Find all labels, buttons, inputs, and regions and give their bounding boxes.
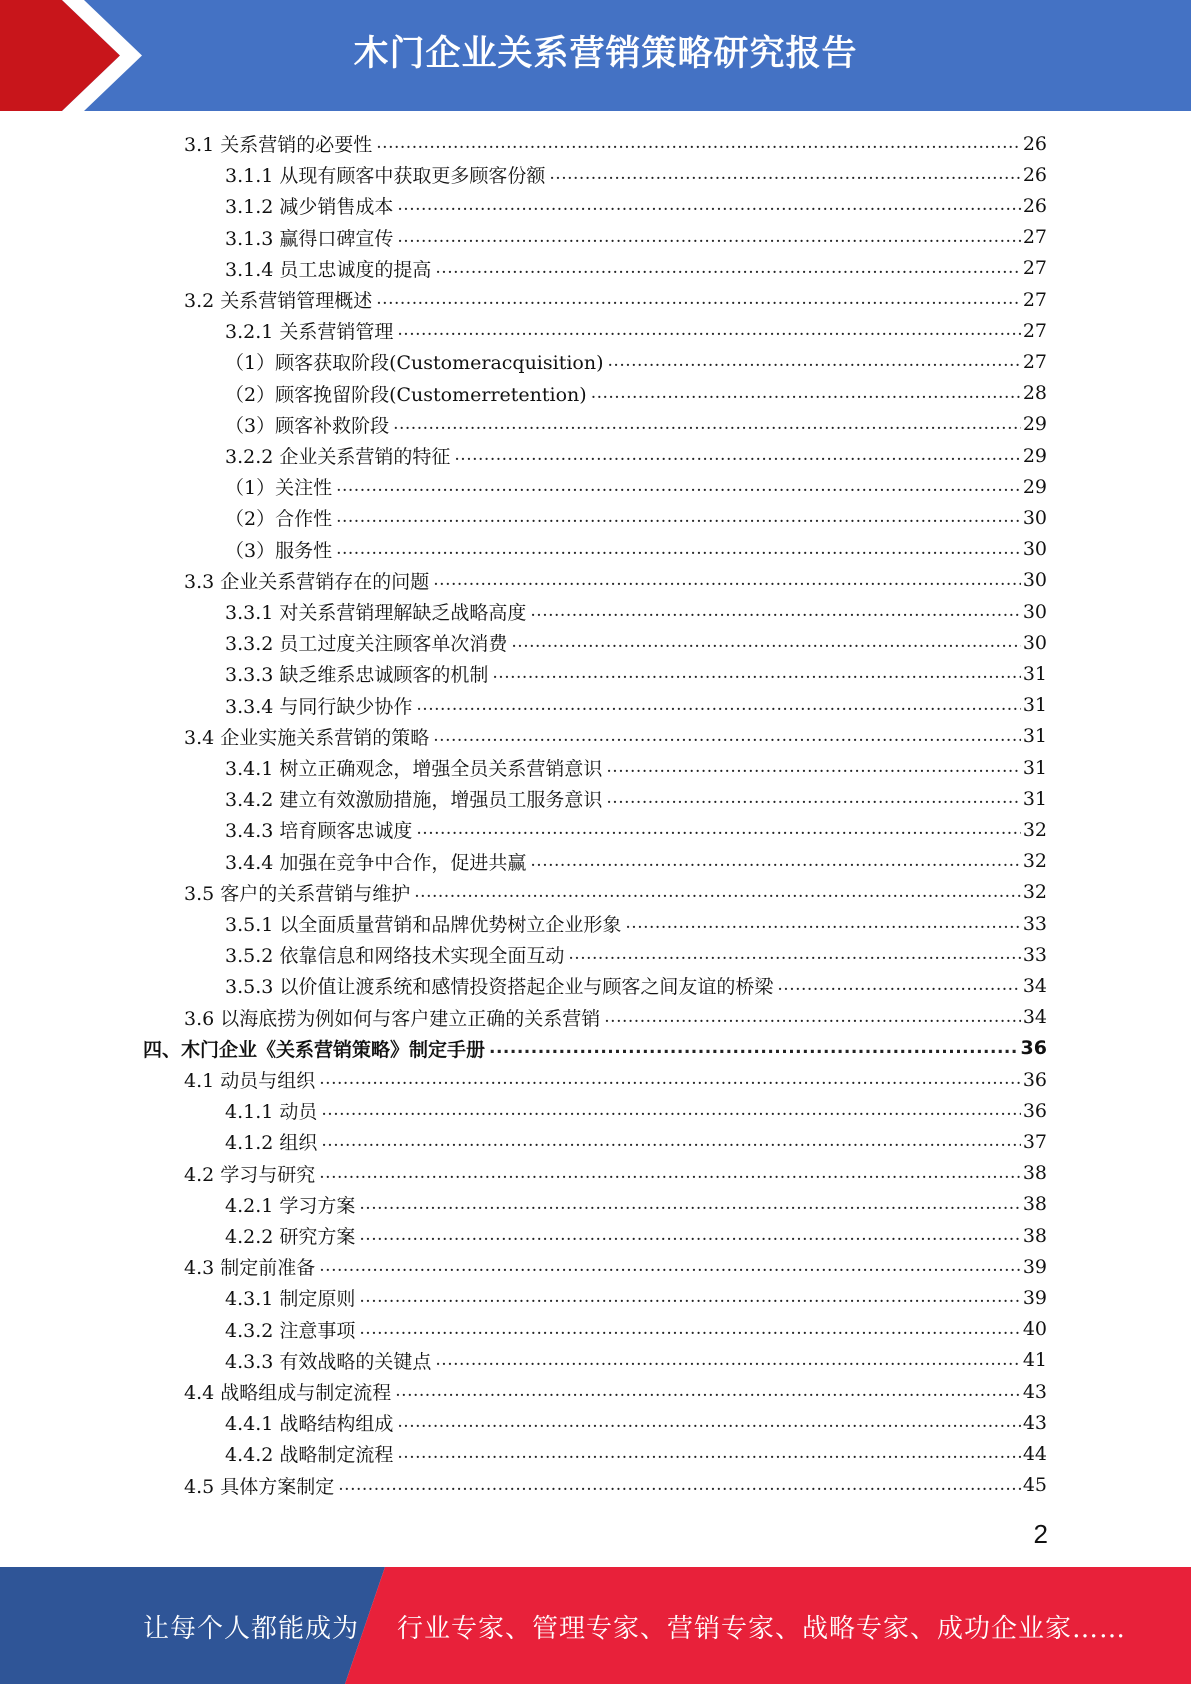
toc-leader-dots bbox=[777, 970, 1020, 1001]
toc-leader-dots bbox=[608, 346, 1021, 377]
toc-entry-label: 4.2.1 学习方案 bbox=[225, 1194, 356, 1217]
toc-entry-page: 44 bbox=[1022, 1442, 1047, 1465]
toc-entry-page: 30 bbox=[1022, 569, 1047, 592]
toc-leader-dots bbox=[397, 1407, 1020, 1438]
toc-entry-page: 26 bbox=[1022, 163, 1047, 186]
toc-entry-label: 3.5 客户的关系营销与维护 bbox=[184, 882, 411, 905]
toc-entry-label: 3.6 以海底捞为例如何与客户建立正确的关系营销 bbox=[184, 1007, 601, 1030]
toc-entry-page: 30 bbox=[1022, 600, 1047, 623]
toc-leader-dots bbox=[511, 627, 1020, 658]
toc-entry-label: 4.4.2 战略制定流程 bbox=[225, 1444, 394, 1467]
toc-entry-page: 32 bbox=[1022, 850, 1047, 873]
toc-leader-dots bbox=[414, 877, 1021, 908]
toc-entry-label: （2）顾客挽留阶段(Customerretention) bbox=[225, 383, 587, 406]
toc-entry-label: 4.2.2 研究方案 bbox=[225, 1226, 356, 1248]
toc-entry-label: 3.1.3 赢得口碑宣传 bbox=[225, 227, 394, 250]
toc-leader-dots bbox=[319, 1158, 1021, 1189]
toc-entry-page: 32 bbox=[1022, 818, 1047, 841]
toc-entry-page: 27 bbox=[1022, 319, 1047, 342]
toc-leader-dots bbox=[397, 315, 1020, 346]
toc-entry[interactable] bbox=[225, 346, 1047, 377]
toc-entry[interactable] bbox=[225, 970, 1047, 1001]
toc-entry-page: 31 bbox=[1022, 725, 1047, 748]
toc-entry-page: 38 bbox=[1022, 1224, 1047, 1247]
toc-entry[interactable] bbox=[225, 814, 1047, 845]
toc-entry[interactable] bbox=[225, 471, 1047, 502]
toc-entry[interactable] bbox=[225, 939, 1047, 970]
toc-entry[interactable] bbox=[184, 1002, 1047, 1033]
page-number: 2 bbox=[1033, 1519, 1048, 1549]
toc-entry[interactable] bbox=[225, 253, 1047, 284]
toc-entry[interactable] bbox=[225, 534, 1047, 565]
toc-entry-page: 30 bbox=[1022, 506, 1047, 529]
toc-entry-page: 27 bbox=[1022, 288, 1047, 311]
toc-entry-label: 3.1 关系营销的必要性 bbox=[184, 134, 373, 156]
toc-entry[interactable] bbox=[225, 440, 1047, 471]
toc-leader-dots bbox=[604, 1002, 1021, 1033]
toc-entry[interactable] bbox=[225, 627, 1047, 658]
toc-leader-dots bbox=[319, 1064, 1021, 1095]
toc-entry-page: 37 bbox=[1022, 1130, 1047, 1153]
toc-entry-label: 3.5.3 以价值让渡系统和感情投资搭起企业与顾客之间友谊的桥梁 bbox=[225, 976, 774, 999]
toc-entry-label: （1）关注性 bbox=[225, 477, 333, 500]
toc-entry-label: 3.3.2 员工过度关注顾客单次消费 bbox=[225, 633, 508, 656]
footer-slogan-right: 行业专家、管理专家、营销专家、战略专家、成功企业家…… bbox=[397, 1614, 1127, 1644]
toc-leader-dots bbox=[376, 284, 1021, 315]
toc-leader-dots bbox=[433, 565, 1021, 596]
toc-leader-dots bbox=[489, 1033, 1019, 1064]
toc-leader-dots bbox=[393, 409, 1021, 440]
toc-entry-page: 41 bbox=[1022, 1349, 1047, 1372]
toc-leader-dots bbox=[359, 1220, 1020, 1251]
toc-entry-label: 4.1.1 动员 bbox=[225, 1101, 318, 1124]
toc-entry-page: 36 bbox=[1022, 1068, 1047, 1091]
toc-entry[interactable] bbox=[184, 1376, 1047, 1407]
toc-leader-dots bbox=[530, 596, 1020, 627]
toc-entry-page: 34 bbox=[1022, 1006, 1047, 1029]
toc-leader-dots bbox=[416, 690, 1020, 721]
toc-entry-label: 4.4.1 战略结构组成 bbox=[225, 1413, 394, 1436]
toc-entry-page: 31 bbox=[1022, 787, 1047, 810]
toc-entry[interactable] bbox=[225, 1220, 1047, 1251]
toc-entry-label: （1）顾客获取阶段(Customeracquisition) bbox=[225, 352, 604, 375]
toc-entry[interactable] bbox=[225, 190, 1047, 221]
toc-entry[interactable] bbox=[225, 846, 1047, 877]
toc-entry-page: 31 bbox=[1022, 662, 1047, 685]
toc-leader-dots bbox=[416, 814, 1020, 845]
toc-entry[interactable] bbox=[184, 1470, 1047, 1501]
toc-leader-dots bbox=[435, 1345, 1020, 1376]
toc-entry[interactable] bbox=[143, 1033, 1047, 1064]
toc-leader-dots bbox=[435, 253, 1020, 284]
toc-leader-dots bbox=[530, 846, 1020, 877]
toc-entry-label: （3）顾客补救阶段 bbox=[225, 414, 390, 437]
toc-leader-dots bbox=[336, 534, 1021, 565]
toc-entry[interactable] bbox=[225, 1095, 1047, 1126]
toc-leader-dots bbox=[492, 658, 1020, 689]
toc-entry-page: 39 bbox=[1022, 1286, 1047, 1309]
toc-leader-dots bbox=[376, 128, 1021, 159]
toc-entry[interactable] bbox=[225, 908, 1047, 939]
page-header bbox=[0, 0, 1191, 111]
toc-leader-dots bbox=[319, 1251, 1021, 1282]
toc-entry[interactable] bbox=[225, 1282, 1047, 1313]
toc-entry[interactable] bbox=[184, 1251, 1047, 1282]
toc-entry[interactable] bbox=[225, 159, 1047, 190]
toc-entry-page: 30 bbox=[1022, 538, 1047, 561]
toc-entry-label: 3.4 企业实施关系营销的策略 bbox=[184, 726, 430, 749]
toc-entry-label: 3.3 企业关系营销存在的问题 bbox=[184, 570, 430, 593]
toc-entry-label: 3.4.4 加强在竞争中合作，促进共赢 bbox=[225, 851, 527, 874]
toc-entry[interactable] bbox=[184, 284, 1047, 315]
toc-entry-label: 4.2 学习与研究 bbox=[184, 1163, 316, 1186]
toc-entry[interactable] bbox=[184, 1158, 1047, 1189]
toc-entry-page: 27 bbox=[1022, 350, 1047, 373]
toc-entry-page: 30 bbox=[1022, 631, 1047, 654]
toc-leader-dots bbox=[454, 440, 1020, 471]
toc-entry[interactable] bbox=[225, 690, 1047, 721]
toc-entry[interactable] bbox=[225, 1189, 1047, 1220]
toc-entry-page: 43 bbox=[1022, 1411, 1047, 1434]
toc-leader-dots bbox=[549, 159, 1020, 190]
toc-entry-label: 3.3.1 对关系营销理解缺乏战略高度 bbox=[225, 602, 527, 624]
toc-entry-page: 40 bbox=[1022, 1318, 1047, 1341]
toc-entry-label: 3.3.3 缺乏维系忠诚顾客的机制 bbox=[225, 664, 489, 687]
toc-entry-label: 4.3.3 有效战略的关键点 bbox=[225, 1350, 432, 1373]
toc-leader-dots bbox=[336, 502, 1021, 533]
toc-entry-label: （3）服务性 bbox=[225, 539, 333, 562]
toc-entry[interactable] bbox=[225, 1438, 1047, 1469]
toc-entry-label: 3.1.4 员工忠诚度的提高 bbox=[225, 258, 432, 281]
toc-leader-dots bbox=[338, 1470, 1021, 1501]
toc-entry-page: 33 bbox=[1022, 912, 1047, 935]
toc-entry-page: 29 bbox=[1022, 475, 1047, 498]
toc-entry[interactable] bbox=[225, 783, 1047, 814]
toc-entry[interactable] bbox=[225, 222, 1047, 253]
footer-slogan-left: 让每个人都能成为 bbox=[143, 1614, 360, 1644]
toc-entry-page: 29 bbox=[1022, 413, 1047, 436]
toc-entry-label: 4.3.1 制定原则 bbox=[225, 1288, 356, 1311]
toc-entry[interactable] bbox=[225, 658, 1047, 689]
toc-leader-dots bbox=[606, 783, 1020, 814]
toc-leader-dots bbox=[359, 1314, 1020, 1345]
toc-entry-page: 27 bbox=[1022, 257, 1047, 280]
toc-entry[interactable] bbox=[225, 315, 1047, 346]
toc-entry[interactable] bbox=[184, 721, 1047, 752]
toc-entry-label: 4.3 制定前准备 bbox=[184, 1257, 316, 1280]
toc-entry-page: 43 bbox=[1022, 1380, 1047, 1403]
toc-entry-page: 26 bbox=[1022, 194, 1047, 217]
toc-entry-label: 3.4.2 建立有效激励措施，增强员工服务意识 bbox=[225, 789, 603, 812]
toc-entry-label: 3.3.4 与同行缺少协作 bbox=[225, 695, 413, 718]
toc-entry-page: 33 bbox=[1022, 943, 1047, 966]
toc-entry-page: 29 bbox=[1022, 444, 1047, 467]
toc-entry-page: 45 bbox=[1022, 1474, 1047, 1497]
toc-entry[interactable] bbox=[225, 1407, 1047, 1438]
toc-entry-label: 3.5.2 依靠信息和网络技术实现全面互动 bbox=[225, 945, 565, 968]
toc-entry-page: 31 bbox=[1022, 694, 1047, 717]
toc-entry-label: 4.4 战略组成与制定流程 bbox=[184, 1382, 392, 1404]
toc-entry-label: 4.1 动员与组织 bbox=[184, 1070, 316, 1092]
toc-leader-dots bbox=[606, 752, 1020, 783]
toc-leader-dots bbox=[395, 1376, 1021, 1407]
toc-entry-label: 四、木门企业《关系营销策略》制定手册 bbox=[143, 1038, 486, 1061]
toc-entry-page: 36 bbox=[1022, 1099, 1047, 1122]
toc-leader-dots bbox=[359, 1282, 1020, 1313]
toc-entry-page: 28 bbox=[1022, 382, 1047, 405]
toc-entry-label: 3.4.3 培育顾客忠诚度 bbox=[225, 820, 413, 843]
toc-entry[interactable] bbox=[225, 596, 1047, 627]
toc-entry-label: 3.4.1 树立正确观念，增强全员关系营销意识 bbox=[225, 758, 603, 780]
toc-entry[interactable] bbox=[225, 752, 1047, 783]
toc-entry[interactable] bbox=[225, 1126, 1047, 1157]
toc-entry[interactable] bbox=[184, 565, 1047, 596]
toc-leader-dots bbox=[336, 471, 1021, 502]
toc-leader-dots bbox=[321, 1095, 1020, 1126]
toc-leader-dots bbox=[625, 908, 1020, 939]
toc-entry-page: 38 bbox=[1022, 1162, 1047, 1185]
toc-entry[interactable] bbox=[184, 877, 1047, 908]
toc-entry-label: 3.1.1 从现有顾客中获取更多顾客份额 bbox=[225, 165, 546, 188]
toc-entry-page: 27 bbox=[1022, 226, 1047, 249]
report-title: 木门企业关系营销策略研究报告 bbox=[353, 34, 858, 74]
toc-entry-label: 4.3.2 注意事项 bbox=[225, 1319, 356, 1342]
toc-entry[interactable] bbox=[225, 1345, 1047, 1376]
toc-entry-label: 3.2 关系营销管理概述 bbox=[184, 290, 373, 312]
toc-leader-dots bbox=[359, 1189, 1020, 1220]
toc-leader-dots bbox=[568, 939, 1020, 970]
toc-entry-label: 4.1.2 组织 bbox=[225, 1132, 318, 1155]
toc-leader-dots bbox=[397, 190, 1020, 221]
toc-entry[interactable] bbox=[225, 1314, 1047, 1345]
toc-entry-page: 34 bbox=[1022, 974, 1047, 997]
toc-leader-dots bbox=[397, 222, 1020, 253]
toc-entry[interactable] bbox=[225, 378, 1047, 409]
toc-entry-label: （2）合作性 bbox=[225, 508, 333, 531]
toc-entry-label: 3.5.1 以全面质量营销和品牌优势树立企业形象 bbox=[225, 914, 622, 936]
toc-entry[interactable] bbox=[225, 502, 1047, 533]
toc-entry-page: 32 bbox=[1022, 881, 1047, 904]
toc-entry-page: 38 bbox=[1022, 1193, 1047, 1216]
toc-entry-label: 3.1.2 减少销售成本 bbox=[225, 196, 394, 219]
toc-entry-label: 3.2.1 关系营销管理 bbox=[225, 321, 394, 344]
page-footer bbox=[0, 1567, 1191, 1684]
toc-entry[interactable] bbox=[184, 128, 1047, 159]
toc-entry-page: 31 bbox=[1022, 756, 1047, 779]
toc-leader-dots bbox=[321, 1126, 1020, 1157]
toc-entry-page: 36 bbox=[1020, 1037, 1047, 1060]
toc-entry-label: 4.5 具体方案制定 bbox=[184, 1475, 335, 1498]
toc-leader-dots bbox=[433, 721, 1021, 752]
toc-entry[interactable] bbox=[184, 1064, 1047, 1095]
toc-leader-dots bbox=[591, 378, 1021, 409]
toc-entry-label: 3.2.2 企业关系营销的特征 bbox=[225, 446, 451, 468]
toc-entry-page: 39 bbox=[1022, 1255, 1047, 1278]
toc-entry-page: 26 bbox=[1022, 132, 1047, 155]
toc-entry[interactable] bbox=[225, 409, 1047, 440]
toc-leader-dots bbox=[397, 1438, 1020, 1469]
